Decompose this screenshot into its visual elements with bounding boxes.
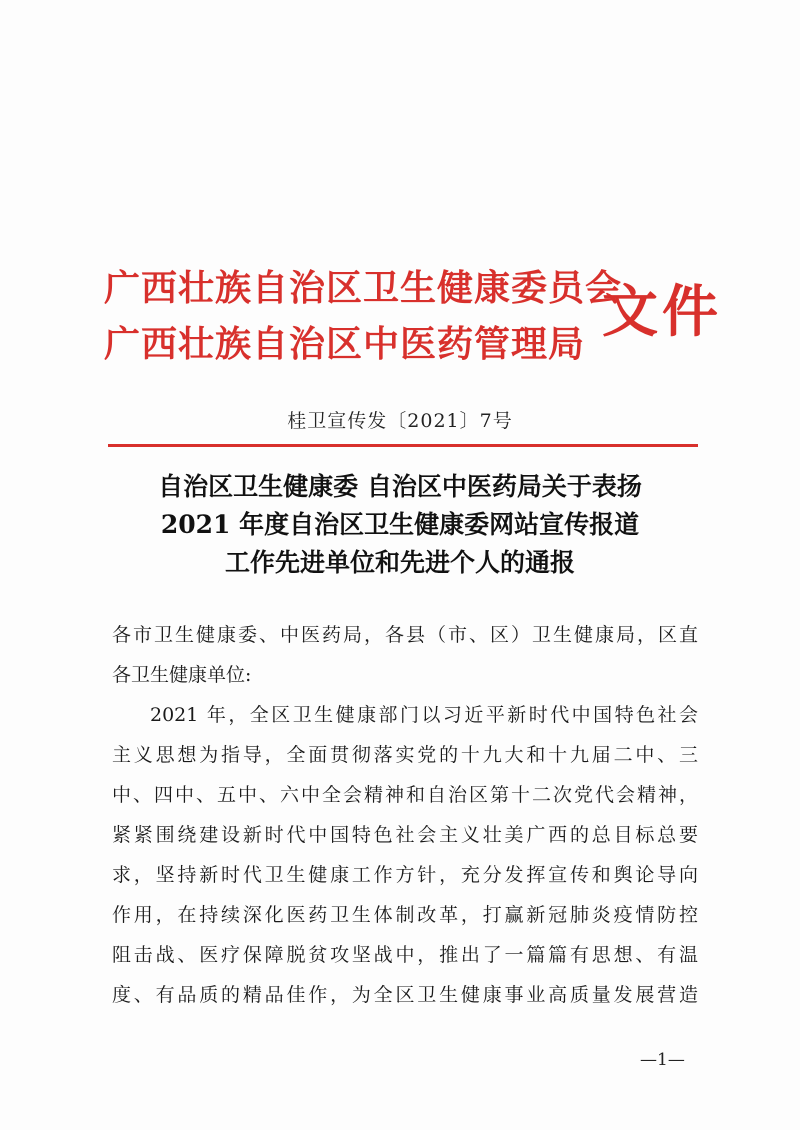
paragraph-line: 紧紧围绕建设新时代中国特色社会主义壮美广西的总目标总要: [112, 824, 698, 846]
red-separator-line: [108, 444, 698, 447]
document-body: [112, 615, 698, 1015]
title-line-3: 工作先进单位和先进个人的通报: [224, 548, 575, 577]
document-title: [0, 468, 800, 582]
issuing-org-1: 广西壮族自治区卫生健康委员会: [104, 267, 623, 309]
red-masthead: [104, 258, 722, 368]
paragraph-line: 求，坚持新时代卫生健康工作方针，充分发挥宣传和舆论导向: [112, 864, 698, 886]
salutation-line-1: 各市卫生健康委、中医药局，各县（市、区）卫生健康局，区直: [112, 624, 698, 646]
paragraph-line: 阻击战、医疗保障脱贫攻坚战中，推出了一篇篇有思想、有温: [112, 944, 698, 966]
salutation-line-2: 各卫生健康单位:: [112, 664, 252, 686]
title-line-1: 自治区卫生健康委 自治区中医药局关于表扬: [158, 472, 642, 501]
document-number: 桂卫宣传发〔2021〕7号: [287, 410, 513, 432]
document-word: 文件: [602, 279, 722, 345]
paragraph-line: 主义思想为指导，全面贯彻落实党的十九大和十九届二中、三: [112, 744, 698, 766]
title-line-2: 2021 年度自治区卫生健康委网站宣传报道: [160, 510, 640, 539]
paragraph-line: 中、四中、五中、六中全会精神和自治区第十二次党代会精神，: [112, 784, 698, 806]
paragraph-line: 度、有品质的精品佳作，为全区卫生健康事业高质量发展营造: [112, 984, 698, 1006]
page-number: —1—: [640, 1050, 685, 1070]
issuing-org-2: 广西壮族自治区中医药管理局: [104, 323, 586, 365]
paragraph-line: 2021 年，全区卫生健康部门以习近平新时代中国特色社会: [150, 704, 698, 726]
paragraph-line: 作用，在持续深化医药卫生体制改革，打赢新冠肺炎疫情防控: [112, 904, 698, 926]
